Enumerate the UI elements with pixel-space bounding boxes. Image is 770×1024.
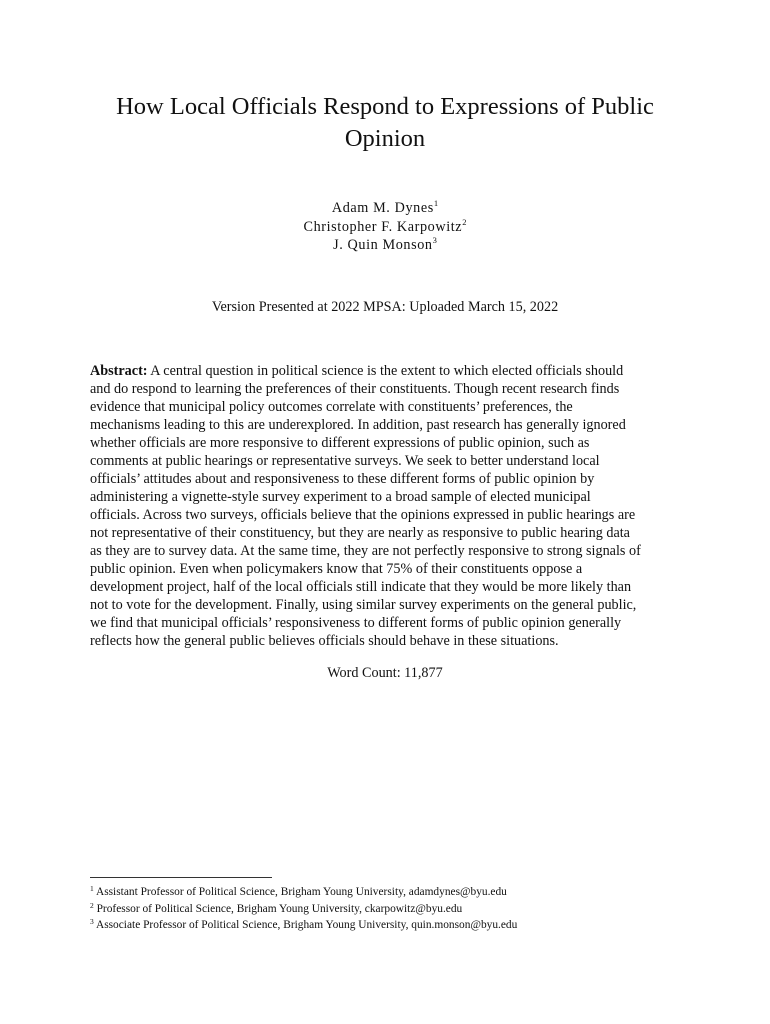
footnote-number: 3 bbox=[90, 917, 94, 926]
abstract-line: evidence that municipal policy outcomes correlate with constituents’ preferences, the bbox=[90, 399, 573, 415]
author-1 bbox=[90, 199, 680, 218]
footnote-number: 1 bbox=[90, 884, 94, 893]
footnote-3 bbox=[90, 917, 690, 934]
abstract-line: development project, half of the local officials still indicate that they would be more likely than bbox=[90, 579, 632, 595]
author-3 bbox=[90, 236, 680, 255]
abstract bbox=[90, 362, 688, 650]
abstract-line: and do respond to learning the preferences of their constituents. Though recent research finds bbox=[90, 381, 620, 397]
abstract-line: mechanisms leading to this are underexplored. In addition, past research has generally ignored bbox=[90, 417, 626, 433]
author-list bbox=[90, 199, 680, 255]
abstract-line: as they are to survey data. At the same time, they are not perfectly responsive to strong signals of bbox=[90, 543, 641, 559]
abstract-line: we find that municipal officials’ responsiveness to different forms of public opinion generally bbox=[90, 615, 622, 631]
abstract-line: officials’ attitudes about and responsiveness to these different forms of public opinion by bbox=[90, 471, 595, 487]
abstract-line: public opinion. Even when policymakers know that 75% of their constituents oppose a bbox=[90, 561, 583, 577]
abstract-line bbox=[90, 362, 688, 380]
footnotes bbox=[90, 884, 690, 934]
abstract-text: A central question in political science is the extent to which elected officials should bbox=[147, 363, 624, 379]
abstract-line: not representative of their constituency, but they are nearly as responsive to public hearing data bbox=[90, 525, 630, 541]
footnote-number: 2 bbox=[90, 900, 94, 910]
footnote-text: Associate Professor of Political Science, Brigham Young University, quin.monson@byu.edu bbox=[93, 919, 518, 931]
footnote-marker: 3 bbox=[432, 235, 437, 245]
abstract-line: not to vote for the development. Finally, using similar survey experiments on the general public, bbox=[90, 597, 637, 613]
word-count: Word Count: 11,877 bbox=[327, 665, 443, 681]
title-line-2: Opinion bbox=[344, 125, 426, 152]
author-name: Christopher F. Karpowitz bbox=[303, 218, 463, 235]
title-line-1: How Local Officials Respond to Expressions of Public bbox=[116, 93, 654, 120]
footnote-divider bbox=[90, 877, 272, 878]
abstract-line: officials. Across two surveys, officials believe that the opinions expressed in public hearings are bbox=[90, 507, 636, 523]
footnote-1 bbox=[90, 884, 690, 901]
footnote-text: Assistant Professor of Political Science, Brigham Young University, adamdynes@byu.edu bbox=[93, 886, 507, 898]
paper-title bbox=[90, 91, 680, 155]
footnote-marker: 1 bbox=[433, 198, 439, 208]
version-note: Version Presented at 2022 MPSA: Uploaded March 15, 2022 bbox=[211, 299, 559, 315]
author-name: J. Quin Monson bbox=[333, 237, 433, 253]
author-2 bbox=[90, 218, 680, 237]
footnote-2 bbox=[90, 901, 690, 918]
abstract-label: Abstract: bbox=[90, 363, 148, 379]
abstract-line: comments at public hearings or representative surveys. We seek to better understand local bbox=[90, 453, 600, 469]
abstract-line: whether officials are more responsive to different expressions of public opinion, such as bbox=[90, 435, 590, 451]
footnote-text: Professor of Political Science, Brigham Young University, ckarpowitz@byu.edu bbox=[93, 902, 463, 915]
author-name: Adam M. Dynes bbox=[331, 200, 434, 216]
abstract-line: administering a vignette-style survey experiment to a broad sample of elected municipal bbox=[90, 489, 591, 505]
abstract-line: reflects how the general public believes officials should behave in these situations. bbox=[90, 633, 559, 649]
footnote-marker: 2 bbox=[462, 216, 467, 227]
